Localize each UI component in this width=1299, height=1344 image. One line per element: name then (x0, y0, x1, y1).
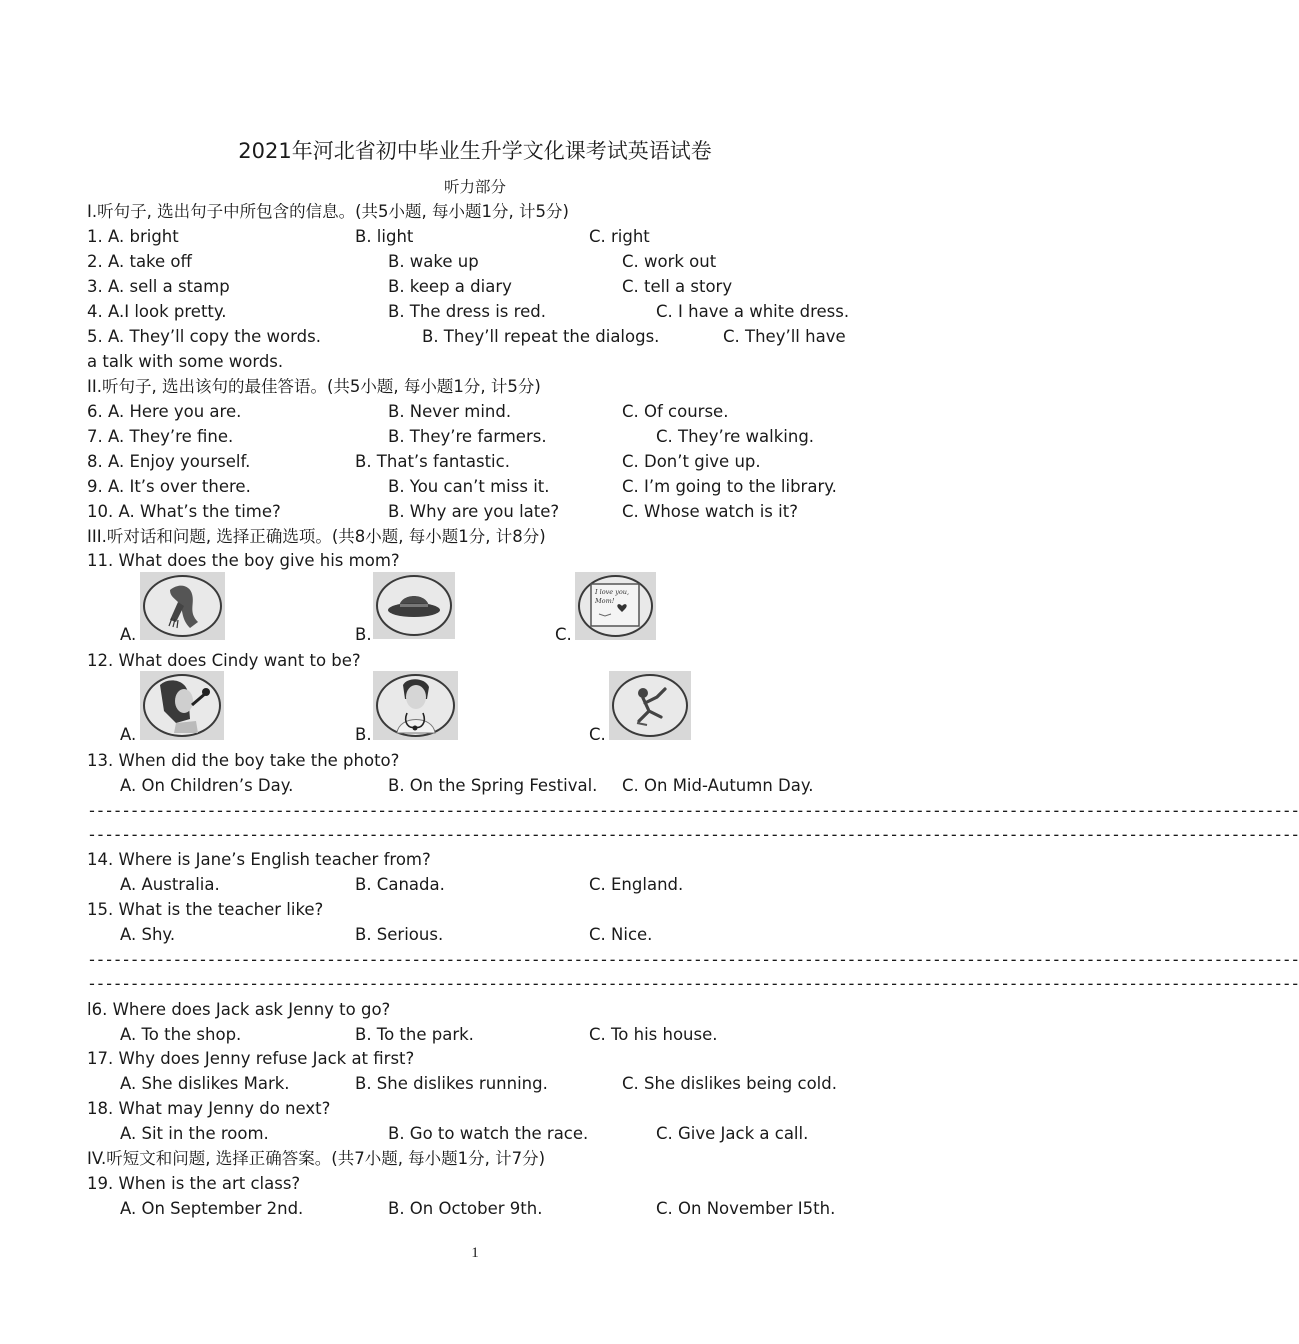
section-2-heading: II.听句子, 选出该句的最佳答语。(共5小题, 每小题1分, 计5分) (87, 377, 541, 396)
question-13-text: 13. When did the boy take the photo? (87, 751, 400, 770)
question-18-text: 18. What may Jenny do next? (87, 1099, 331, 1118)
listening-part-subtitle: 听力部分 (443, 178, 506, 196)
q19-option-c: C. On November I5th. (656, 1199, 836, 1218)
q14-option-c: C. England. (589, 875, 684, 894)
q11-option-b-hat-image (373, 572, 455, 639)
q14-option-b: B. Canada. (355, 875, 445, 894)
q18-option-c: C. Give Jack a call. (656, 1124, 809, 1143)
q15-option-a: A. Shy. (120, 925, 176, 944)
question-3 (87, 274, 733, 299)
q17-option-c: C. She dislikes being cold. (622, 1074, 837, 1093)
q12-option-c-label: C. (589, 725, 606, 744)
section-1-heading: I.听句子, 选出句子中所包含的信息。(共5小题, 每小题1分, 计5分) (87, 202, 569, 221)
q10-option-c: C. Whose watch is it? (622, 502, 798, 521)
q18-option-a: A. Sit in the room. (120, 1124, 269, 1143)
q4-option-b: B. The dress is red. (388, 302, 546, 321)
q2-option-b: B. wake up (388, 252, 479, 271)
q8-option-b: B. That’s fantastic. (355, 452, 510, 471)
q3-option-b: B. keep a diary (388, 277, 512, 296)
q3-option-c: C. tell a story (622, 277, 733, 296)
q12-option-a-label: A. (120, 725, 137, 744)
q5-option-c: C. They’ll have (723, 327, 846, 346)
q5-option-b: B. They’ll repeat the dialogs. (422, 327, 660, 346)
q11-option-c-label: C. (555, 625, 572, 644)
exam-title: 2021年河北省初中毕业生升学文化课考试英语试卷 (238, 139, 712, 163)
q8-option-c: C. Don’t give up. (622, 452, 761, 471)
question-1 (87, 224, 650, 249)
divider-line-1: ---------------------------------------------------------------------------------------------------------------------------------------------- (87, 801, 1299, 820)
q1-option-a: 1. A. bright (87, 227, 179, 246)
question-17-text: 17. Why does Jenny refuse Jack at first? (87, 1049, 415, 1068)
page-number: 1 (471, 1245, 479, 1261)
q7-option-a: 7. A. They’re fine. (87, 427, 234, 446)
q2-option-c: C. work out (622, 252, 717, 271)
question-6 (87, 399, 729, 424)
q12-option-b-label: B. (355, 725, 372, 744)
question-2 (87, 249, 717, 274)
question-18-options (87, 1121, 809, 1146)
divider-line-2-tail: ---------------------------------------------------------------------------------------------------------------------------------------------- (87, 974, 1299, 993)
divider-line-2: ---------------------------------------------------------------------------------------------------------------------------------------------- (87, 950, 1299, 969)
q6-option-a: 6. A. Here you are. (87, 402, 242, 421)
question-14-options (87, 872, 684, 897)
q13-option-a: A. On Children’s Day. (120, 776, 294, 795)
q17-option-b: B. She dislikes running. (355, 1074, 548, 1093)
question-16-options (87, 1022, 718, 1047)
q9-option-c: C. I’m going to the library. (622, 477, 837, 496)
q19-option-a: A. On September 2nd. (120, 1199, 304, 1218)
q9-option-a: 9. A. It’s over there. (87, 477, 251, 496)
question-12-text: 12. What does Cindy want to be? (87, 651, 361, 670)
question-11-text: 11. What does the boy give his mom? (87, 551, 400, 570)
divider-line-1-tail: ---------------------------------------------------------------------------------------------------------------------------------------------- (87, 825, 1299, 844)
q6-option-c: C. Of course. (622, 402, 729, 421)
q8-option-a: 8. A. Enjoy yourself. (87, 452, 251, 471)
question-9 (87, 474, 837, 499)
q7-option-c: C. They’re walking. (656, 427, 815, 446)
q10-option-b: B. Why are you late? (388, 502, 560, 521)
question-19-options (87, 1196, 836, 1221)
question-7 (87, 424, 815, 449)
q5-option-a: 5. A. They’ll copy the words. (87, 327, 321, 346)
q12-option-b-doctor-image (373, 671, 458, 740)
q15-option-b: B. Serious. (355, 925, 444, 944)
q13-option-c: C. On Mid-Autumn Day. (622, 776, 814, 795)
card-text-line-1: I love you, (595, 588, 630, 596)
q13-option-b: B. On the Spring Festival. (388, 776, 598, 795)
q11-option-a-label: A. (120, 625, 137, 644)
q17-option-a: A. She dislikes Mark. (120, 1074, 290, 1093)
question-13-options (87, 773, 814, 798)
question-5-continued: a talk with some words. (87, 352, 284, 371)
q16-option-a: A. To the shop. (120, 1025, 242, 1044)
q16-option-c: C. To his house. (589, 1025, 718, 1044)
question-8 (87, 449, 761, 474)
q3-option-a: 3. A. sell a stamp (87, 277, 230, 296)
q10-option-a: 10. A. What’s the time? (87, 502, 281, 521)
q4-option-c: C. I have a white dress. (656, 302, 850, 321)
q1-option-b: B. light (355, 227, 414, 246)
q4-option-a: 4. A.I look pretty. (87, 302, 227, 321)
q2-option-a: 2. A. take off (87, 252, 192, 271)
q19-option-b: B. On October 9th. (388, 1199, 543, 1218)
q11-option-a-scarf-image (140, 572, 225, 640)
section-4-heading: IV.听短文和问题, 选择正确答案。(共7小题, 每小题1分, 计7分) (87, 1149, 546, 1168)
q16-option-b: B. To the park. (355, 1025, 474, 1044)
question-10 (87, 499, 798, 524)
section-3-heading: III.听对话和问题, 选择正确选项。(共8小题, 每小题1分, 计8分) (87, 527, 546, 546)
question-15-options (87, 922, 653, 947)
q12-option-a-singer-image (140, 671, 224, 740)
q18-option-b: B. Go to watch the race. (388, 1124, 589, 1143)
q9-option-b: B. You can’t miss it. (388, 477, 550, 496)
q15-option-c: C. Nice. (589, 925, 653, 944)
question-16-text: l6. Where does Jack ask Jenny to go? (87, 1000, 391, 1019)
q14-option-a: A. Australia. (120, 875, 220, 894)
question-19-text: 19. When is the art class? (87, 1174, 301, 1193)
question-15-text: 15. What is the teacher like? (87, 900, 324, 919)
q12-option-c-dancer-image (609, 671, 691, 740)
question-5 (87, 324, 846, 349)
q1-option-c: C. right (589, 227, 650, 246)
q11-option-c-card-image (575, 572, 656, 640)
q11-option-b-label: B. (355, 625, 372, 644)
question-4 (87, 299, 850, 324)
q7-option-b: B. They’re farmers. (388, 427, 547, 446)
question-17-options (87, 1071, 837, 1096)
q6-option-b: B. Never mind. (388, 402, 512, 421)
card-text-line-2: Mom! (595, 597, 615, 605)
question-14-text: 14. Where is Jane’s English teacher from? (87, 850, 431, 869)
